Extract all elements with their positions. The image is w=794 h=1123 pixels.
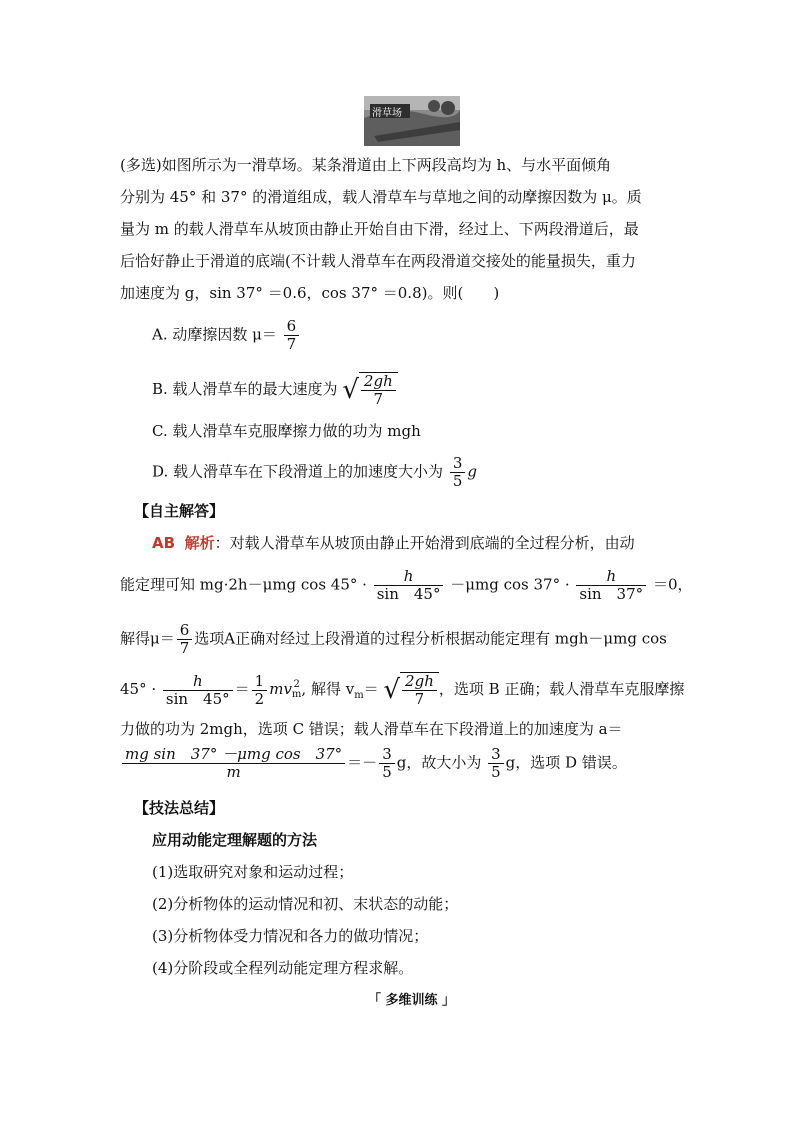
question-line-3: 量为 m 的载人滑草车从坡顶由静止开始自由下滑，经过上、下两段滑道后，最 bbox=[120, 220, 639, 238]
analysis-line-6: $\frac{\text{mg sin 37° －μmg cos 37°}}{m}$ ＝－ $\frac{3}{5}$ g，故大小为 $\frac{3}{5}$ g，选项 D 错误。 bbox=[120, 746, 627, 781]
option-b-sqrt: √ $\frac{2gh}{7}$ bbox=[342, 372, 397, 408]
analysis-line-5: 力做的功为 2mgh，选项 C 错误；载人滑草车在下段滑道上的加速度为 a＝ bbox=[120, 720, 623, 738]
summary-step-4: (4)分阶段或全程列动能定理方程求解。 bbox=[152, 959, 414, 977]
photo-sign-text: 滑草场 bbox=[372, 108, 402, 119]
option-a-fraction: $\frac{6}{7}$ bbox=[284, 318, 300, 353]
analysis-line-2: 能定理可知 mg·2h－μmg cos 45° · $\frac{h}{\sin 45^\circ}$ －μmg cos 37° · $\frac{h}{\sin 37^\circ}$ ＝0， bbox=[120, 567, 693, 603]
analysis-line-4: 45° · $\frac{h}{\sin 45^\circ}$ ＝ $\frac{1}{2}$ mv 2 m , 解得 $v_m=$ √ $\frac{2gh}{7}$ ，选项 B 正确；载人滑草车克服摩擦 bbox=[120, 671, 685, 708]
question-line-2: 分别为 45° 和 37° 的滑道组成，载人滑草车与草地之间的动摩擦因数为 μ。质 bbox=[120, 188, 642, 206]
question-line-4: 后恰好静止于滑道的底端(不计载人滑草车在两段滑道交接处的能量损失，重力 bbox=[120, 252, 636, 270]
question-line-1: (多选)如图所示为一滑草场。某条滑道由上下两段高均为 h、与水平面倾角 bbox=[120, 156, 612, 174]
option-a: A. 动摩擦因数 μ＝ $\frac{6}{7}$ bbox=[152, 318, 301, 353]
question-line-5: 加速度为 g，sin 37° ＝0.6，cos 37° ＝0.8)。则( ) bbox=[120, 284, 500, 302]
summary-title: 应用动能定理解题的方法 bbox=[152, 831, 318, 849]
analysis-line-1: AB 解析：对载人滑草车从坡顶由静止开始滑到底端的全过程分析，由动 bbox=[152, 534, 635, 552]
footer-label: 「 多维训练 」 bbox=[368, 993, 456, 1008]
option-c: C. 载人滑草车克服摩擦力做的功为 mgh bbox=[152, 422, 421, 440]
summary-step-3: (3)分析物体受力情况和各力的做功情况； bbox=[152, 927, 429, 945]
summary-heading: 【技法总结】 bbox=[134, 799, 225, 817]
self-answer-heading: 【自主解答】 bbox=[134, 502, 225, 520]
summary-step-1: (1)选取研究对象和运动过程； bbox=[152, 863, 354, 881]
ski-field-photo bbox=[364, 96, 460, 146]
analysis-line-3: 解得μ＝ $\frac{6}{7}$ 选项A正确对经过上段滑道的过程分析根据动能定理有 mgh－μmg cos bbox=[120, 621, 667, 657]
summary-step-2: (2)分析物体的运动情况和初、末状态的动能； bbox=[152, 895, 459, 913]
option-d-fraction: $\frac{3}{5}$ bbox=[450, 455, 466, 490]
option-d: D. 载人滑草车在下段滑道上的加速度大小为 $\frac{3}{5}$ g bbox=[152, 454, 477, 490]
option-b: B. 载人滑草车的最大速度为 √ $\frac{2gh}{7}$ bbox=[152, 372, 398, 408]
